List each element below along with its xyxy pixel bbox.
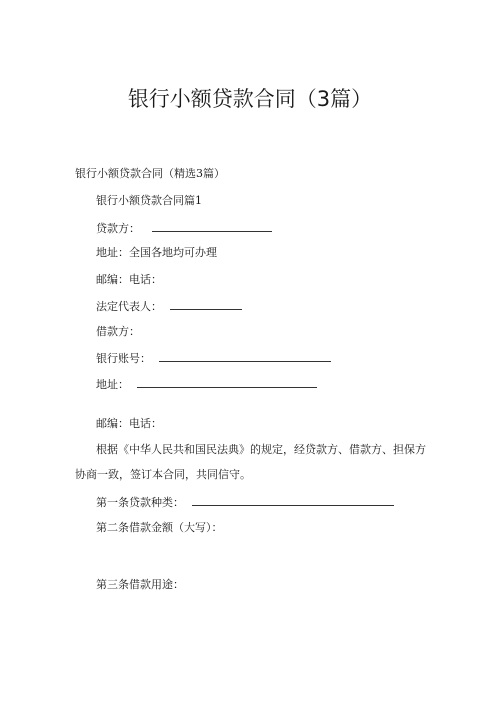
borrower-address-row <box>96 376 317 393</box>
document-subtitle: 银行小额贷款合同（精选3篇） <box>75 167 225 180</box>
borrower-address-label: 地址： <box>96 378 129 391</box>
article-2: 第二条借款金额（大写）： <box>96 521 223 534</box>
article-1-label: 第一条贷款种类： <box>96 496 184 509</box>
lender-blank <box>152 220 272 232</box>
borrower-address-blank <box>137 376 317 388</box>
article-3: 第三条借款用途： <box>96 578 184 591</box>
article-1-blank <box>192 494 394 506</box>
article-1-row <box>96 494 394 511</box>
legal-rep-label: 法定代表人： <box>96 300 162 313</box>
document-title: 银行小额贷款合同（3篇） <box>127 87 373 111</box>
legal-rep-blank <box>170 298 242 310</box>
preamble-line-2: 协商一致，签订本合同，共同信守。 <box>75 468 251 481</box>
legal-rep-row <box>96 298 242 315</box>
borrower-postcode-phone: 邮编：电话： <box>96 417 162 430</box>
lender-postcode-phone: 邮编：电话： <box>96 273 162 286</box>
account-blank <box>159 350 331 362</box>
lender-label: 贷款方： <box>96 222 140 235</box>
lender-address: 地址：全国各地均可办理 <box>96 246 217 259</box>
preamble-line-1: 根据《中华人民共和国民法典》的规定，经贷款方、借款方、担保方 <box>96 443 426 456</box>
borrower-label: 借款方： <box>96 325 140 338</box>
account-row <box>96 350 331 367</box>
account-label: 银行账号： <box>96 352 151 365</box>
lender-row <box>96 220 272 237</box>
section-heading: 银行小额贷款合同篇1 <box>96 194 202 207</box>
